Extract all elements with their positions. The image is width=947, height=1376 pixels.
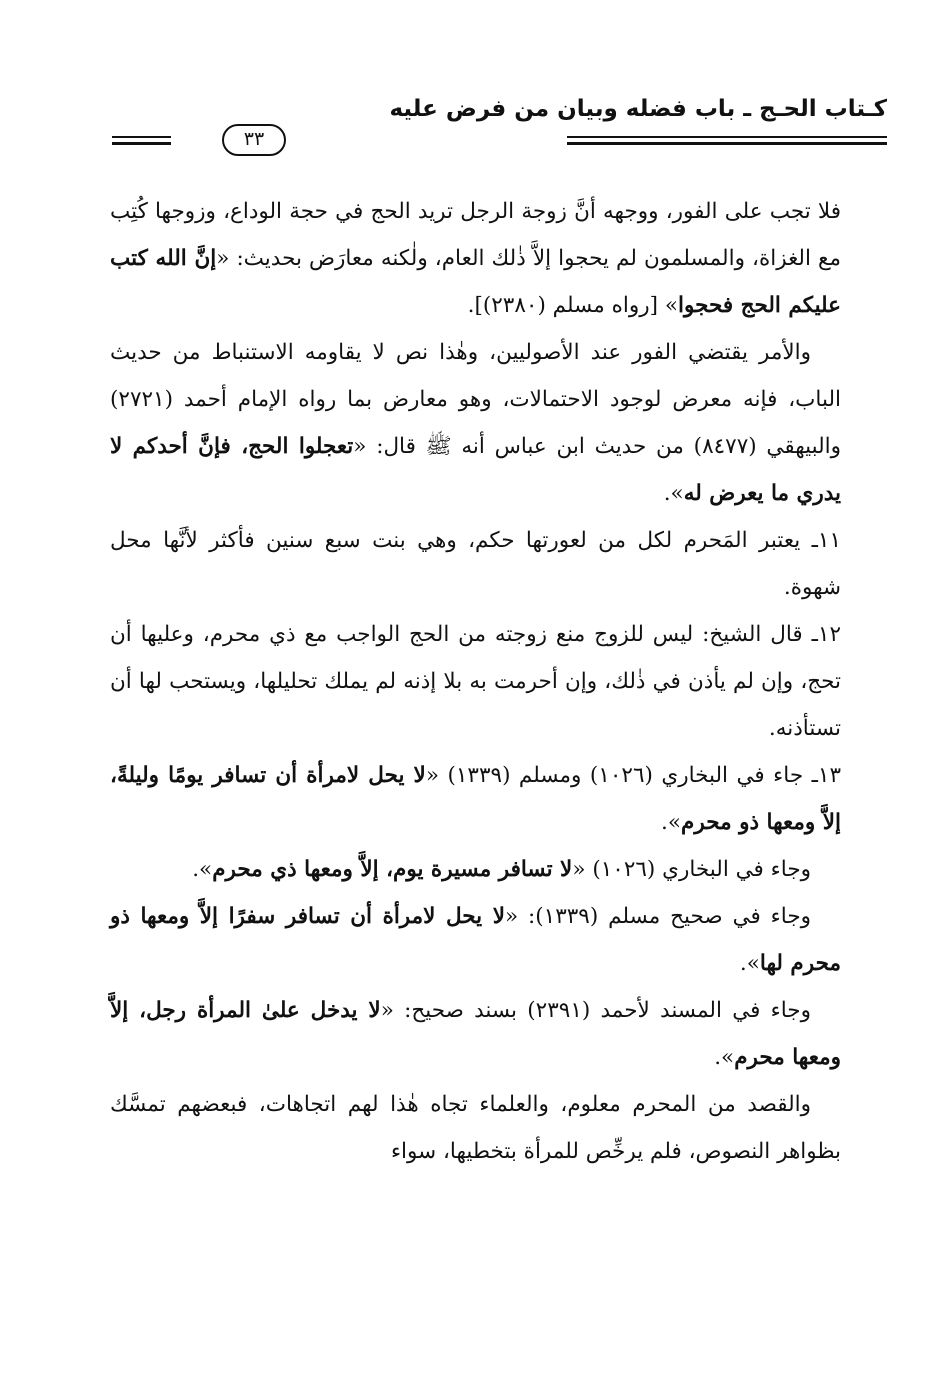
paragraph: [110, 188, 841, 329]
paragraph-text: وجاء في البخاري (١٠٢٦) «: [572, 857, 811, 882]
paragraph-text: ».: [714, 1045, 735, 1070]
paragraph-text: » [رواه مسلم (٢٣٨٠)].: [467, 293, 679, 318]
paragraph: [110, 846, 841, 893]
paragraph-text: ».: [739, 951, 760, 976]
paragraph-text: ».: [192, 857, 213, 882]
hadith-quote: تعجلوا الحج، فإنَّ أحدكم لا يدري ما يعرض له: [110, 434, 841, 506]
item-number: ١٣ـ: [811, 763, 842, 788]
header-rule: [112, 136, 171, 138]
paragraph-text: والأمر يقتضي الفور عند الأصوليين، وهٰذا نص لا يقاومه الاستنباط من حديث الباب، فإنه معرض لوجود الاحتمالات، وهو معارض بما رواه الإمام أحمد (٢٧٢١) والبيهقي (٨٤٧٧) من حديث ابن عباس أنه ﷺ قال: «: [110, 340, 842, 459]
page-body: [110, 188, 841, 1175]
paragraph-text: قال الشيخ: ليس للزوج منع زوجته من الحج الواجب مع ذي محرم، وعليها أن تحج، وإن لم يأذن في ذٰلك، وإن أحرمت به بلا إذنه لم يملك تحليلها، ويستحب لها أن تستأذنه.: [110, 622, 841, 741]
hadith-quote: لا يحل لامرأة أن تسافر يومًا وليلةً، إلاَّ ومعها ذو محرم: [110, 763, 841, 835]
paragraph-text: ».: [663, 481, 684, 506]
paragraph-text: يعتبر المَحرم لكل من لعورتها حكم، وهي بنت سبع سنين فأكثر لأنَّها محل شهوة.: [110, 528, 841, 600]
hadith-quote: لا يحل لامرأة أن تسافر سفرًا إلاَّ ومعها ذو محرم لها: [110, 904, 841, 976]
hadith-quote: لا يدخل علىٰ المرأة رجل، إلاَّ ومعها محرم: [110, 998, 841, 1070]
item-number: ١٢ـ: [811, 622, 841, 647]
page-number: ٣٣: [222, 124, 286, 156]
paragraph-text: وجاء في المسند لأحمد (٢٣٩١) بسند صحيح: «: [380, 998, 811, 1023]
paragraph-text: ».: [661, 810, 682, 835]
header-rule: [567, 136, 887, 138]
item-number: ١١ـ: [811, 528, 841, 553]
header-rule: [567, 142, 887, 145]
header-rule: [112, 142, 171, 145]
paragraph-text: فلا تجب على الفور، ووجهه أنَّ زوجة الرجل تريد الحج في حجة الوداع، وزوجها كُتِب مع الغزاة، والمسلمون لم يحجوا إلاَّ ذٰلك العام، ولٰكنه معارَض بحديث: «: [110, 199, 841, 271]
hadith-quote: لا تسافر مسيرة يوم، إلاَّ ومعها ذي محرم: [212, 857, 573, 882]
paragraph-text: والقصد من المحرم معلوم، والعلماء تجاه هٰذا لهم اتجاهات، فبعضهم تمسَّك بظواهر النصوص، فلم يرخِّص للمرأة بتخطيها، سواء: [110, 1092, 841, 1164]
paragraph: [110, 329, 841, 517]
hadith-quote: إنَّ الله كتب عليكم الحج فحجوا: [110, 246, 841, 318]
paragraph: [110, 1081, 841, 1175]
running-head: كـتاب الحـج ـ باب فضله وبيان من فرض عليه: [389, 96, 887, 122]
paragraph: [110, 893, 841, 987]
paragraph: [110, 987, 841, 1081]
page-header: [112, 96, 887, 156]
paragraph-text: جاء في البخاري (١٠٢٦) ومسلم (١٣٣٩) «: [425, 763, 812, 788]
numbered-item: [110, 611, 841, 752]
numbered-item: [110, 752, 841, 846]
numbered-item: [110, 517, 841, 611]
paragraph-text: وجاء في صحيح مسلم (١٣٣٩): «: [504, 904, 811, 929]
